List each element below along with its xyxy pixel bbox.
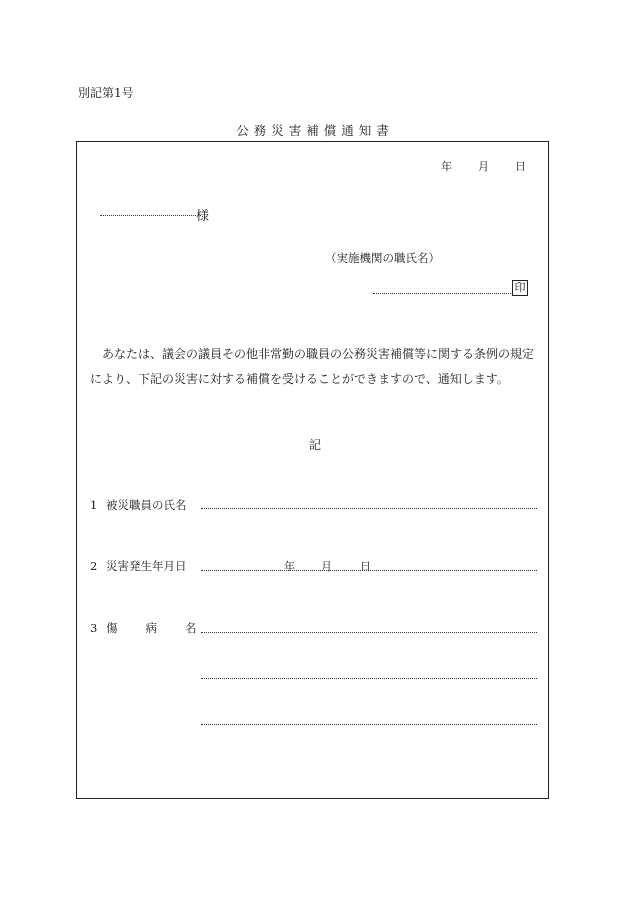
seal-mark: 印 bbox=[512, 280, 528, 296]
form-frame bbox=[76, 141, 549, 799]
addressee-suffix: 様 bbox=[196, 209, 210, 224]
notice-body-line-1: あなたは、議会の議員その他非常勤の職員の公務災害補償等に関する条例の規定 bbox=[102, 347, 535, 361]
item-victim-name bbox=[90, 497, 187, 513]
item-label: 被災職員の氏名 bbox=[106, 498, 187, 512]
injury-name-line-2 bbox=[201, 678, 537, 679]
issuer-label: （実施機関の職氏名） bbox=[325, 251, 440, 265]
issue-date-day: 日 bbox=[515, 160, 526, 173]
ki-heading: 記 bbox=[308, 438, 321, 452]
item-number: 1 bbox=[90, 498, 98, 512]
injury-name-line-3 bbox=[201, 724, 537, 725]
issue-date bbox=[441, 158, 526, 174]
notice-body-line-2: により、下記の災害に対する補償を受けることができますので、通知します。 bbox=[90, 372, 509, 386]
item-number: 3 bbox=[90, 621, 98, 635]
issue-date-year: 年 bbox=[441, 160, 452, 173]
victim-name-line bbox=[201, 508, 537, 509]
incident-date-day: 日 bbox=[360, 560, 371, 573]
incident-date-fields bbox=[284, 558, 371, 574]
issuer-name-line bbox=[373, 293, 513, 294]
item-label-part: 傷 bbox=[106, 621, 118, 635]
item-label-part: 名 bbox=[185, 621, 197, 635]
item-label: 災害発生年月日 bbox=[106, 559, 187, 573]
incident-date-year: 年 bbox=[284, 560, 295, 573]
injury-name-line bbox=[201, 632, 537, 633]
incident-date-month: 月 bbox=[321, 560, 332, 573]
item-label-part: 病 bbox=[145, 621, 157, 635]
form-number: 別記第1号 bbox=[78, 86, 134, 100]
notice-body bbox=[90, 342, 550, 392]
item-incident-date bbox=[90, 558, 187, 574]
addressee-name-line bbox=[100, 215, 196, 216]
form-title: 公務災害補償通知書 bbox=[236, 123, 394, 138]
issue-date-month: 月 bbox=[478, 160, 489, 173]
item-injury-name bbox=[90, 620, 197, 636]
item-number: 2 bbox=[90, 559, 98, 573]
